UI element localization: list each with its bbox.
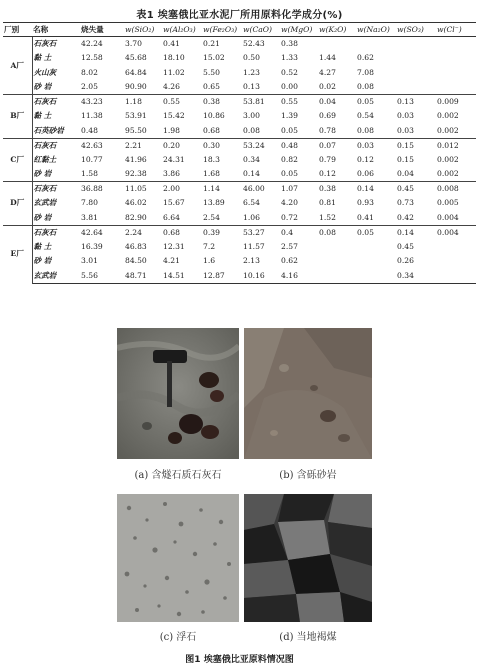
table-cell: 3.01 [81, 256, 98, 266]
material-name: 石英砂岩 [33, 125, 64, 135]
table-row [3, 153, 476, 168]
table-cell: 0.45 [396, 182, 436, 197]
table-cell: 0.4 [280, 225, 318, 240]
table-row [3, 196, 476, 211]
table-cell: 42.63 [80, 138, 124, 153]
table-cell: 2.05 [81, 82, 98, 92]
caption-b: (b) 含砾砂岩 [279, 470, 337, 481]
table-cell: 0.41 [162, 37, 202, 52]
table-cell: 0.14 [243, 169, 260, 179]
table-cell: 4.20 [281, 198, 298, 208]
material-name: 砂 岩 [33, 82, 52, 92]
column-header: 名称 [32, 23, 80, 37]
table-cell: 0.15 [396, 138, 436, 153]
table-cell [356, 254, 396, 269]
table-cell [436, 254, 476, 269]
table-cell: 53.27 [242, 225, 280, 240]
factory-label: D厂 [3, 182, 32, 226]
table-row [3, 66, 476, 81]
table-cell: 41.96 [125, 154, 147, 164]
table-cell: 0.68 [162, 225, 202, 240]
material-name: 石灰石 [32, 225, 80, 240]
table-cell: 0.82 [281, 154, 298, 164]
factory-label: C厂 [3, 138, 32, 182]
material-name: 黏 土 [33, 111, 52, 121]
table-cell: 7.08 [357, 67, 374, 77]
table-cell: 6.64 [163, 212, 180, 222]
photo-lignite [244, 494, 372, 622]
table-cell: 46.00 [242, 182, 280, 197]
caption-d: (d) 当地褐煤 [279, 632, 337, 643]
table-cell [318, 269, 356, 284]
table-cell: 0.06 [357, 169, 374, 179]
table-cell: 0.08 [357, 82, 374, 92]
table-cell: 0.48 [81, 125, 98, 135]
table-cell: 2.13 [243, 256, 260, 266]
table-cell: 4.16 [280, 269, 318, 284]
table-cell: 0.38 [280, 37, 318, 52]
table-cell: 0.002 [437, 111, 459, 121]
table-cell: 0.79 [319, 154, 336, 164]
table-cell [436, 37, 476, 52]
material-name: 黏 土 [33, 53, 52, 63]
figure-title: 图1 埃塞俄比亚原料情况图 [185, 655, 294, 665]
table-cell [356, 240, 396, 255]
table-cell: 0.13 [396, 95, 436, 110]
table-cell: 0.04 [397, 169, 414, 179]
table-cell: 11.02 [163, 67, 185, 77]
table-cell: 18.3 [203, 154, 220, 164]
table-cell: 2.54 [203, 212, 220, 222]
table-cell: 0.004 [436, 225, 476, 240]
table-cell: 42.24 [80, 37, 124, 52]
table-cell: 48.71 [124, 269, 162, 284]
table-cell: 0.39 [202, 225, 242, 240]
factory-group [3, 37, 476, 95]
table-row [3, 211, 476, 226]
table-cell: 0.15 [397, 154, 414, 164]
factory-label: A厂 [3, 37, 32, 95]
material-name: 玄武岩 [32, 269, 80, 284]
table-row [3, 51, 476, 66]
material-name: 石灰石 [32, 37, 80, 52]
table-cell: 10.77 [81, 154, 103, 164]
table-cell: 4.27 [319, 67, 336, 77]
table-cell: 0.73 [397, 198, 414, 208]
table-title: 表1 埃塞俄比亚水泥厂所用原料化学成分(%) [136, 10, 343, 21]
table-cell: 0.002 [437, 169, 459, 179]
table-cell: 0.08 [243, 125, 260, 135]
table-cell: 0.012 [436, 138, 476, 153]
table-header-row [3, 23, 476, 37]
table-cell: 0.12 [319, 169, 336, 179]
table-row [3, 182, 476, 197]
table-cell [396, 66, 436, 81]
column-header: w(Fe₂O₃) [202, 23, 242, 37]
table-cell: 53.24 [242, 138, 280, 153]
factory-group [3, 225, 476, 283]
table-cell: 0.48 [280, 138, 318, 153]
table-cell: 0.14 [396, 225, 436, 240]
table-cell: 0.02 [319, 82, 336, 92]
table-cell [436, 66, 476, 81]
caption-c: (c) 浮石 [159, 632, 197, 643]
table-cell: 2.00 [162, 182, 202, 197]
table-cell: 82.90 [125, 212, 147, 222]
material-name: 火山灰 [33, 67, 57, 77]
table-cell: 36.88 [80, 182, 124, 197]
table-cell: 18.10 [163, 53, 185, 63]
table-cell: 1.33 [281, 53, 298, 63]
table-row [3, 80, 476, 95]
table-cell: 4.26 [163, 82, 180, 92]
table-cell: 45.68 [125, 53, 147, 63]
table-cell: 42.64 [80, 225, 124, 240]
table-cell: 3.86 [163, 169, 180, 179]
table-cell: 0.52 [281, 67, 298, 77]
table-cell [356, 37, 396, 52]
table-cell: 0.13 [243, 82, 260, 92]
table-cell: 0.30 [202, 138, 242, 153]
table-cell: 13.89 [203, 198, 225, 208]
table-cell: 64.84 [125, 67, 147, 77]
material-name: 黏 土 [33, 241, 52, 251]
table-cell: 1.23 [243, 67, 260, 77]
table-cell: 7.2 [203, 241, 216, 251]
table-cell: 5.50 [203, 67, 220, 77]
table-cell: 0.03 [397, 125, 414, 135]
table-cell: 90.90 [125, 82, 147, 92]
table-cell: 0.009 [436, 95, 476, 110]
table-cell: 3.00 [243, 111, 260, 121]
table-cell: 92.38 [125, 169, 147, 179]
table-cell: 53.81 [242, 95, 280, 110]
factory-label: E厂 [3, 225, 32, 283]
table-row [3, 254, 476, 269]
table-cell: 1.52 [319, 212, 336, 222]
table-cell: 4.21 [163, 256, 180, 266]
table-cell: 0.69 [319, 111, 336, 121]
table-cell: 1.07 [280, 182, 318, 197]
table-cell: 0.45 [397, 241, 414, 251]
table-row [3, 269, 476, 284]
table-cell: 2.21 [124, 138, 162, 153]
column-header: w(SO₃) [396, 23, 436, 37]
table-cell: 0.005 [437, 198, 459, 208]
table-row [3, 109, 476, 124]
material-name: 玄武岩 [33, 198, 57, 208]
table-cell: 0.002 [437, 154, 459, 164]
column-header: w(Na₂O) [356, 23, 396, 37]
table-cell [436, 269, 476, 284]
factory-group [3, 182, 476, 226]
caption-a: (a) 含燧石质石灰石 [134, 470, 222, 481]
table-cell: 0.78 [319, 125, 336, 135]
photo-conglomeratic-sandstone [244, 328, 372, 459]
column-header: 烧失量 [80, 23, 124, 37]
table-cell [356, 269, 396, 284]
material-name: 砂 岩 [33, 212, 52, 222]
column-header: w(CaO) [242, 23, 280, 37]
factory-group [3, 138, 476, 182]
table-cell [396, 51, 436, 66]
table-cell: 10.86 [203, 111, 225, 121]
table-row [3, 240, 476, 255]
column-header: w(K₂O) [318, 23, 356, 37]
table-cell: 0.34 [396, 269, 436, 284]
table-cell: 43.23 [80, 95, 124, 110]
material-name: 石灰石 [32, 138, 80, 153]
table-cell: 0.20 [162, 138, 202, 153]
table-cell: 24.31 [163, 154, 185, 164]
table-row [3, 225, 476, 240]
table-row [3, 124, 476, 139]
table-cell: 1.14 [202, 182, 242, 197]
table-cell [318, 37, 356, 52]
table-cell: 0.81 [319, 198, 336, 208]
table-cell: 0.93 [357, 198, 374, 208]
table-cell: 7.80 [81, 198, 98, 208]
table-cell: 84.50 [125, 256, 147, 266]
table-row [3, 37, 476, 52]
material-name: 石灰石 [32, 95, 80, 110]
table-cell: 12.87 [202, 269, 242, 284]
table-cell: 1.6 [203, 256, 216, 266]
table-cell: 46.83 [125, 241, 147, 251]
table-cell: 0.50 [243, 53, 260, 63]
table-cell: 8.02 [81, 67, 98, 77]
table-cell: 1.06 [243, 212, 260, 222]
table-row [3, 167, 476, 182]
table-cell: 2.57 [281, 241, 298, 251]
table-cell: 0.55 [280, 95, 318, 110]
table-cell: 1.44 [319, 53, 336, 63]
table-cell: 1.68 [203, 169, 220, 179]
material-name: 砂 岩 [33, 169, 52, 179]
table-cell: 0.55 [162, 95, 202, 110]
table-cell: 0.34 [243, 154, 260, 164]
photo-pumice [117, 494, 239, 622]
table-cell: 15.42 [163, 111, 185, 121]
table-cell: 0.54 [357, 111, 374, 121]
table-cell: 10.16 [242, 269, 280, 284]
material-name: 石灰石 [32, 182, 80, 197]
table-cell: 15.67 [163, 198, 185, 208]
material-name: 砂 岩 [33, 256, 52, 266]
table-cell: 95.50 [125, 125, 147, 135]
table-cell [396, 37, 436, 52]
table-cell: 0.12 [357, 154, 374, 164]
table-cell: 11.05 [124, 182, 162, 197]
table-cell: 0.05 [281, 169, 298, 179]
table-cell: 0.00 [281, 82, 298, 92]
table-cell: 0.08 [357, 125, 374, 135]
column-header: 厂别 [3, 23, 32, 37]
table-cell: 6.54 [243, 198, 260, 208]
table-cell: 1.18 [124, 95, 162, 110]
table-cell: 0.002 [437, 125, 459, 135]
table-cell: 3.81 [81, 212, 98, 222]
table-row [3, 138, 476, 153]
table-cell: 0.38 [318, 182, 356, 197]
table-cell: 0.03 [397, 111, 414, 121]
table-cell: 0.68 [203, 125, 220, 135]
table-cell: 0.008 [436, 182, 476, 197]
table-cell: 0.26 [397, 256, 414, 266]
table-cell: 16.39 [81, 241, 103, 251]
table-cell: 0.65 [203, 82, 220, 92]
table-cell: 1.39 [281, 111, 298, 121]
table-cell: 11.57 [243, 241, 265, 251]
table-cell: 1.98 [163, 125, 180, 135]
table-cell: 52.43 [242, 37, 280, 52]
table-cell: 0.72 [281, 212, 298, 222]
table-cell: 15.02 [203, 53, 225, 63]
table-cell: 0.42 [397, 212, 414, 222]
table-cell [396, 80, 436, 95]
table-cell: 0.62 [357, 53, 374, 63]
table-cell: 3.70 [124, 37, 162, 52]
table-cell: 0.08 [318, 225, 356, 240]
column-header: w(Cl⁻) [436, 23, 476, 37]
table-cell [436, 80, 476, 95]
table-cell: 0.41 [357, 212, 374, 222]
table-cell [436, 51, 476, 66]
column-header: w(Al₂O₃) [162, 23, 202, 37]
table-cell: 0.14 [356, 182, 396, 197]
table-cell: 46.02 [125, 198, 147, 208]
table-cell: 11.38 [81, 111, 103, 121]
table-cell: 0.21 [202, 37, 242, 52]
factory-label: B厂 [3, 95, 32, 139]
table-row [3, 95, 476, 110]
material-name: 红黏土 [33, 154, 57, 164]
table-cell: 5.56 [80, 269, 124, 284]
table-cell: 1.58 [81, 169, 98, 179]
chemical-composition-table [3, 22, 476, 284]
factory-group [3, 95, 476, 139]
table-cell: 2.24 [124, 225, 162, 240]
column-header: w(MgO) [280, 23, 318, 37]
table-cell: 0.38 [202, 95, 242, 110]
table-cell: 0.004 [437, 212, 459, 222]
table-cell: 12.31 [163, 241, 185, 251]
table-cell: 0.05 [356, 225, 396, 240]
table-cell [318, 254, 356, 269]
table-cell: 0.62 [281, 256, 298, 266]
table-cell: 0.07 [318, 138, 356, 153]
table-cell: 53.91 [125, 111, 147, 121]
table-cell [436, 240, 476, 255]
table-cell: 0.05 [356, 95, 396, 110]
column-header: w(SiO₂) [124, 23, 162, 37]
table-cell: 12.58 [81, 53, 103, 63]
photo-limestone-with-chert [117, 328, 239, 459]
table-cell [318, 240, 356, 255]
table-cell: 0.04 [318, 95, 356, 110]
table-cell: 0.03 [356, 138, 396, 153]
table-cell: 14.51 [162, 269, 202, 284]
table-cell: 0.05 [281, 125, 298, 135]
